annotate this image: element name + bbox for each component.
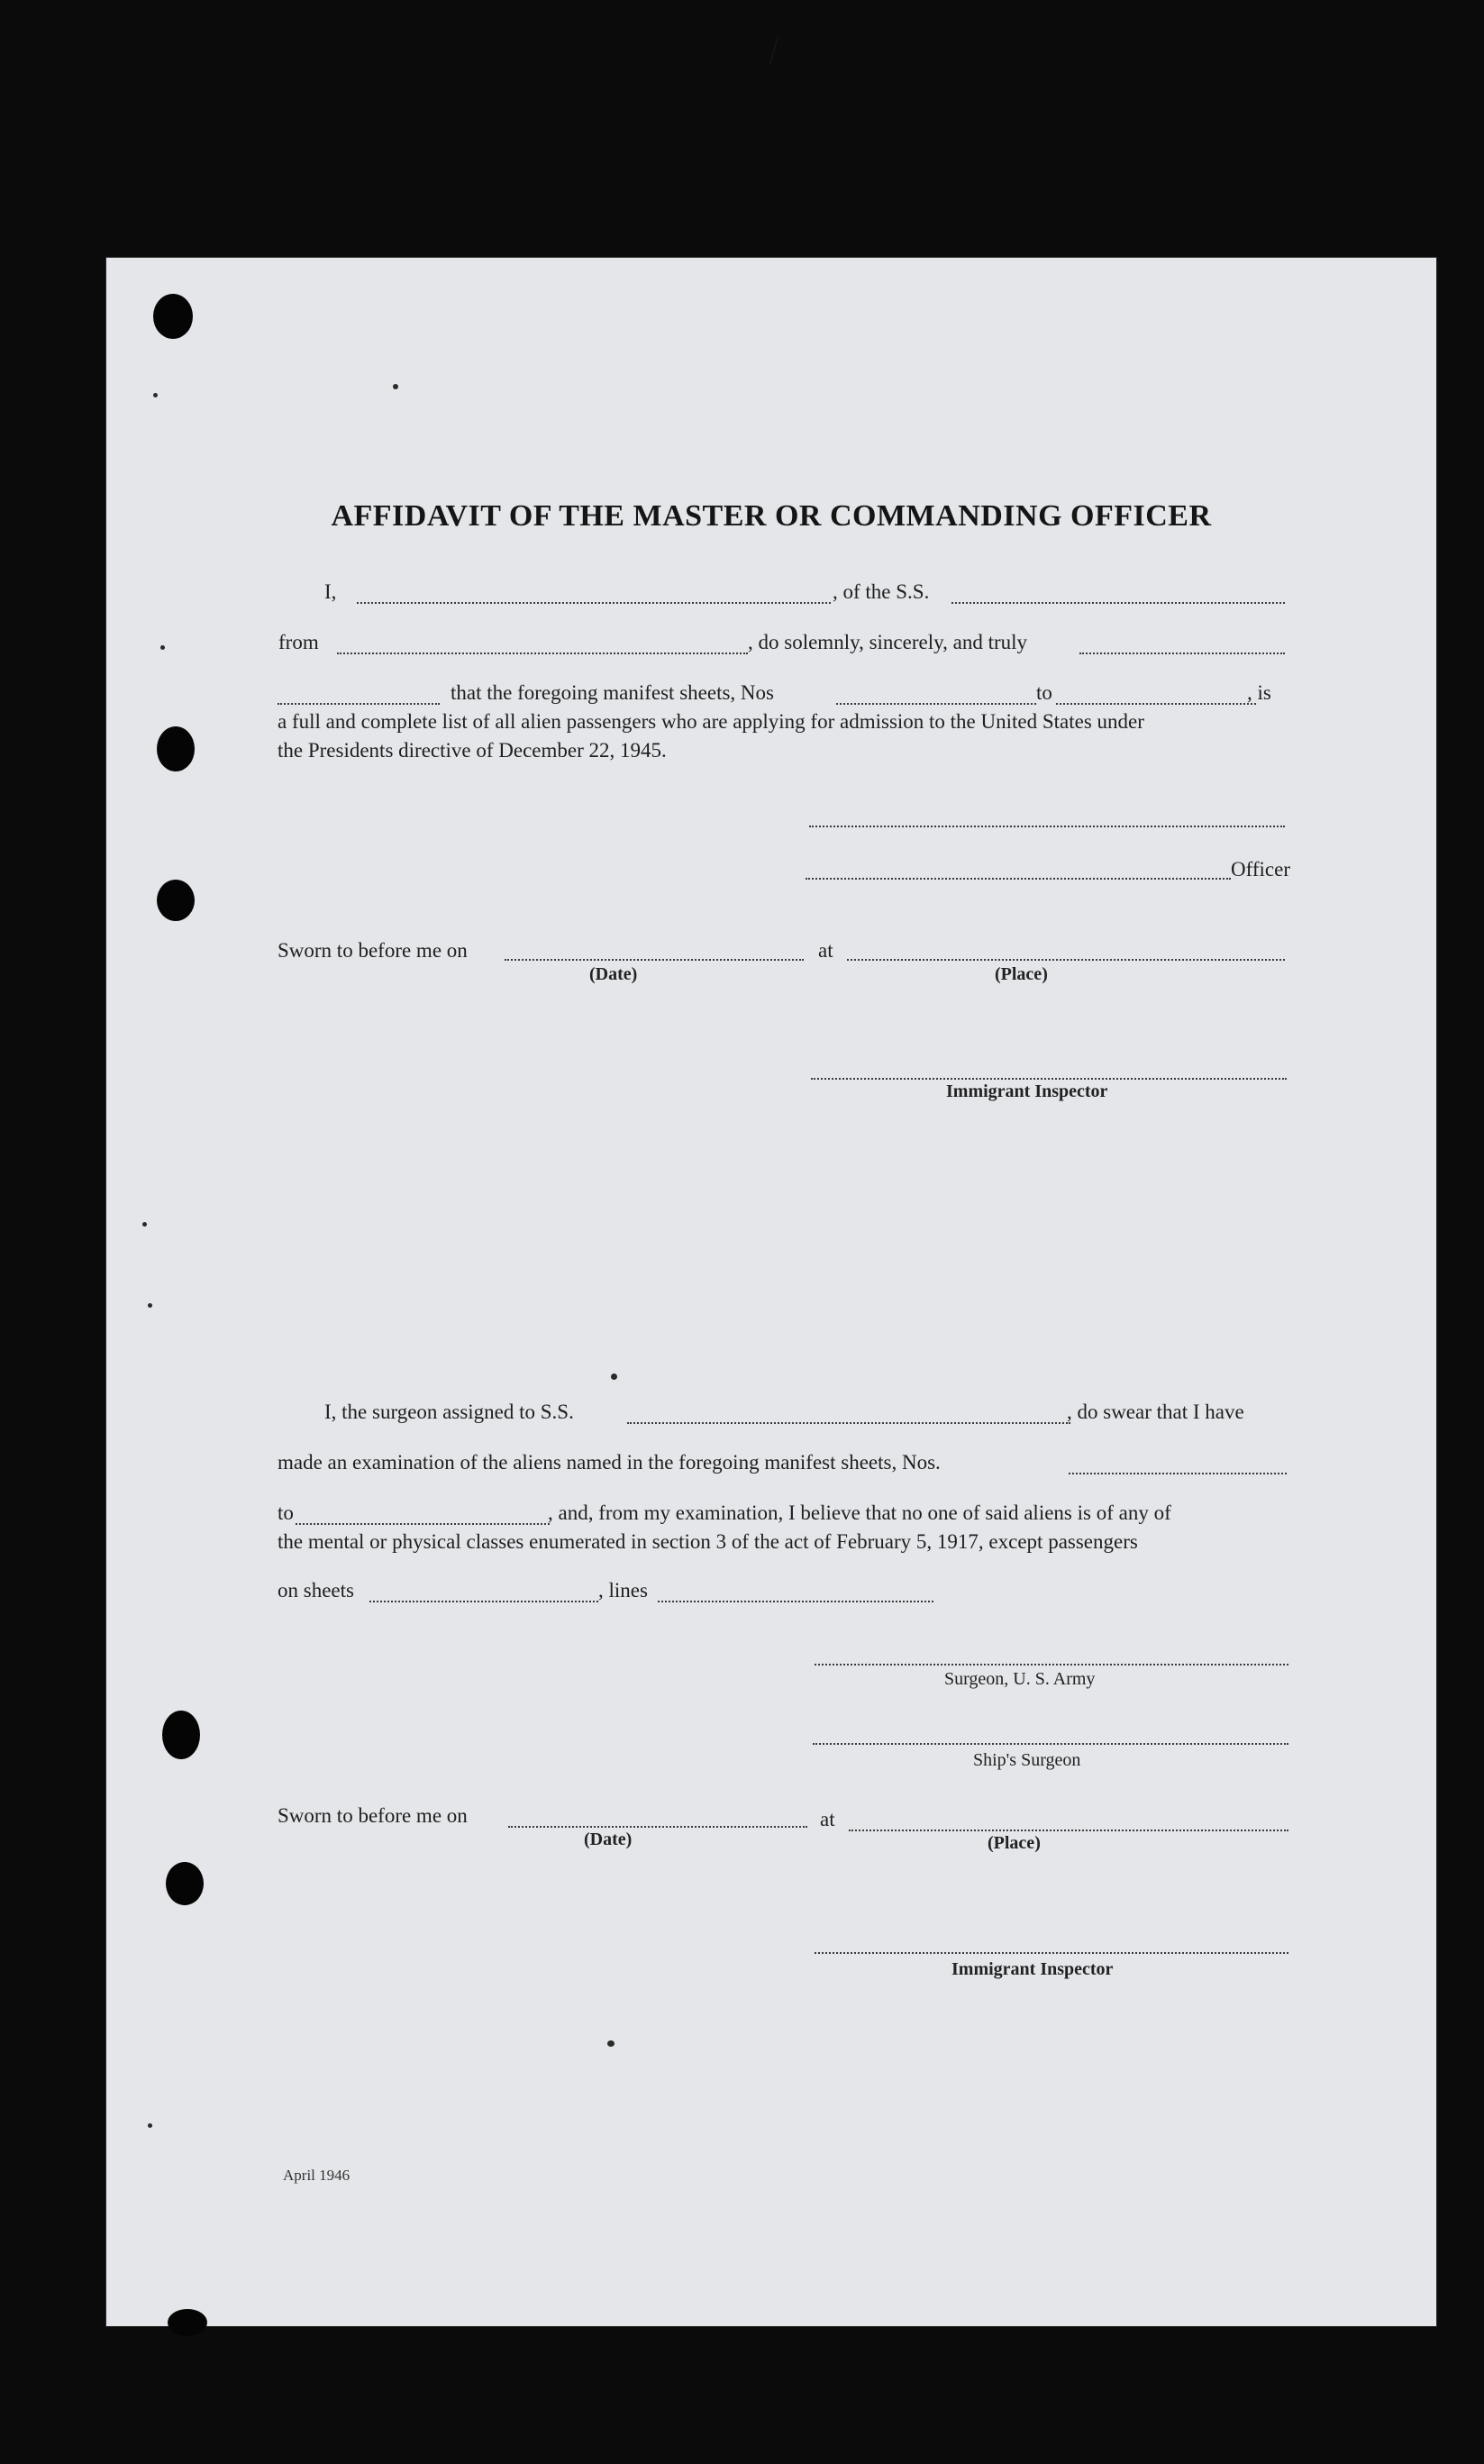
army-surgeon-signature-field[interactable] [815,1664,1288,1665]
ships-surgeon-caption: Ship's Surgeon [973,1750,1081,1770]
port-field[interactable] [337,653,748,654]
surgeon-line-1a: I, the surgeon assigned to S.S. [324,1401,574,1423]
master-line-foregoing: that the foregoing manifest sheets, Nos [451,681,774,704]
page-title: AFFIDAVIT OF THE MASTER OR COMMANDING OFFICER [331,499,1212,533]
officer-label: Officer [1231,858,1290,881]
punch-hole [157,726,195,771]
ink-speck [611,1373,617,1380]
officer-signature-field[interactable] [806,878,1231,880]
master-line-5: the Presidents directive of December 22, 1945. [278,739,667,762]
surgeon-sheets-from-field[interactable] [1069,1473,1287,1474]
master-line-from: from [278,631,319,653]
surgeon-line-3b: , and, from my examination, I believe that no one of said aliens is of any of [548,1501,1171,1524]
surgeon-line-1b: , do swear that I have [1067,1401,1244,1423]
surgeon-sworn-at: at [820,1808,835,1830]
master-line-4: a full and complete list of all alien passengers who are applying for admission to the United States under [278,710,1144,733]
ink-speck [153,393,158,397]
master-line-of-ss: , of the S.S. [833,580,930,603]
ink-speck [607,2040,615,2047]
sheets-from-field[interactable] [836,703,1036,705]
punch-hole [153,294,193,339]
corner-mark-icon: ⁄ [764,30,785,71]
excepted-sheets-field[interactable] [369,1601,598,1602]
punch-hole [166,1862,204,1905]
surgeon-line-5a: on sheets [278,1579,354,1602]
master-sworn-place-field[interactable] [847,959,1285,961]
ink-speck [160,645,165,650]
master-inspector-signature-field[interactable] [811,1078,1287,1080]
master-sworn-date-field[interactable] [505,959,804,961]
master-line-solemnly: , do solemnly, sincerely, and truly [748,631,1028,653]
surgeon-sheets-to-field[interactable] [296,1523,550,1525]
ink-speck [393,384,398,389]
surgeon-inspector-caption: Immigrant Inspector [951,1959,1114,1979]
surgeon-line-4: the mental or physical classes enumerated in section 3 of the act of February 5, 1917, except passengers [278,1530,1138,1553]
surgeon-place-caption: (Place) [988,1833,1041,1853]
surgeon-sworn-label: Sworn to before me on [278,1804,468,1827]
oath-field[interactable] [1079,653,1285,654]
master-name-field[interactable] [357,602,831,604]
master-sworn-label: Sworn to before me on [278,939,468,962]
sheets-to-field[interactable] [1056,703,1256,705]
punch-hole [157,880,195,921]
punch-hole [168,2309,207,2336]
surgeon-sworn-date-field[interactable] [508,1826,807,1828]
surgeon-inspector-signature-field[interactable] [815,1952,1288,1954]
affidavit-page [106,258,1436,2326]
ink-speck [148,1303,152,1308]
master-line-i: I, [324,580,337,603]
army-surgeon-caption: Surgeon, U. S. Army [944,1669,1096,1689]
master-line-is: , is [1247,681,1271,704]
master-line-to: to [1036,681,1052,704]
master-place-caption: (Place) [995,964,1048,984]
ink-speck [148,2123,152,2128]
oath-continuation-field[interactable] [278,703,440,705]
form-date-footer: April 1946 [283,2167,351,2184]
excepted-lines-field[interactable] [658,1601,933,1602]
master-date-caption: (Date) [589,964,638,984]
surgeon-date-caption: (Date) [584,1830,633,1849]
ship-name-field[interactable] [951,602,1285,604]
punch-hole [162,1711,200,1759]
master-inspector-caption: Immigrant Inspector [946,1081,1108,1101]
surgeon-sworn-place-field[interactable] [849,1830,1288,1831]
surgeon-ship-field[interactable] [627,1422,1070,1424]
surgeon-line-3-to: to [278,1501,294,1524]
surgeon-line-2: made an examination of the aliens named in the foregoing manifest sheets, Nos. [278,1451,941,1474]
master-sworn-at: at [818,939,833,962]
master-signature-field[interactable] [809,826,1285,827]
surgeon-line-5b: , lines [598,1579,648,1602]
ink-speck [142,1222,147,1227]
ships-surgeon-signature-field[interactable] [813,1743,1288,1745]
